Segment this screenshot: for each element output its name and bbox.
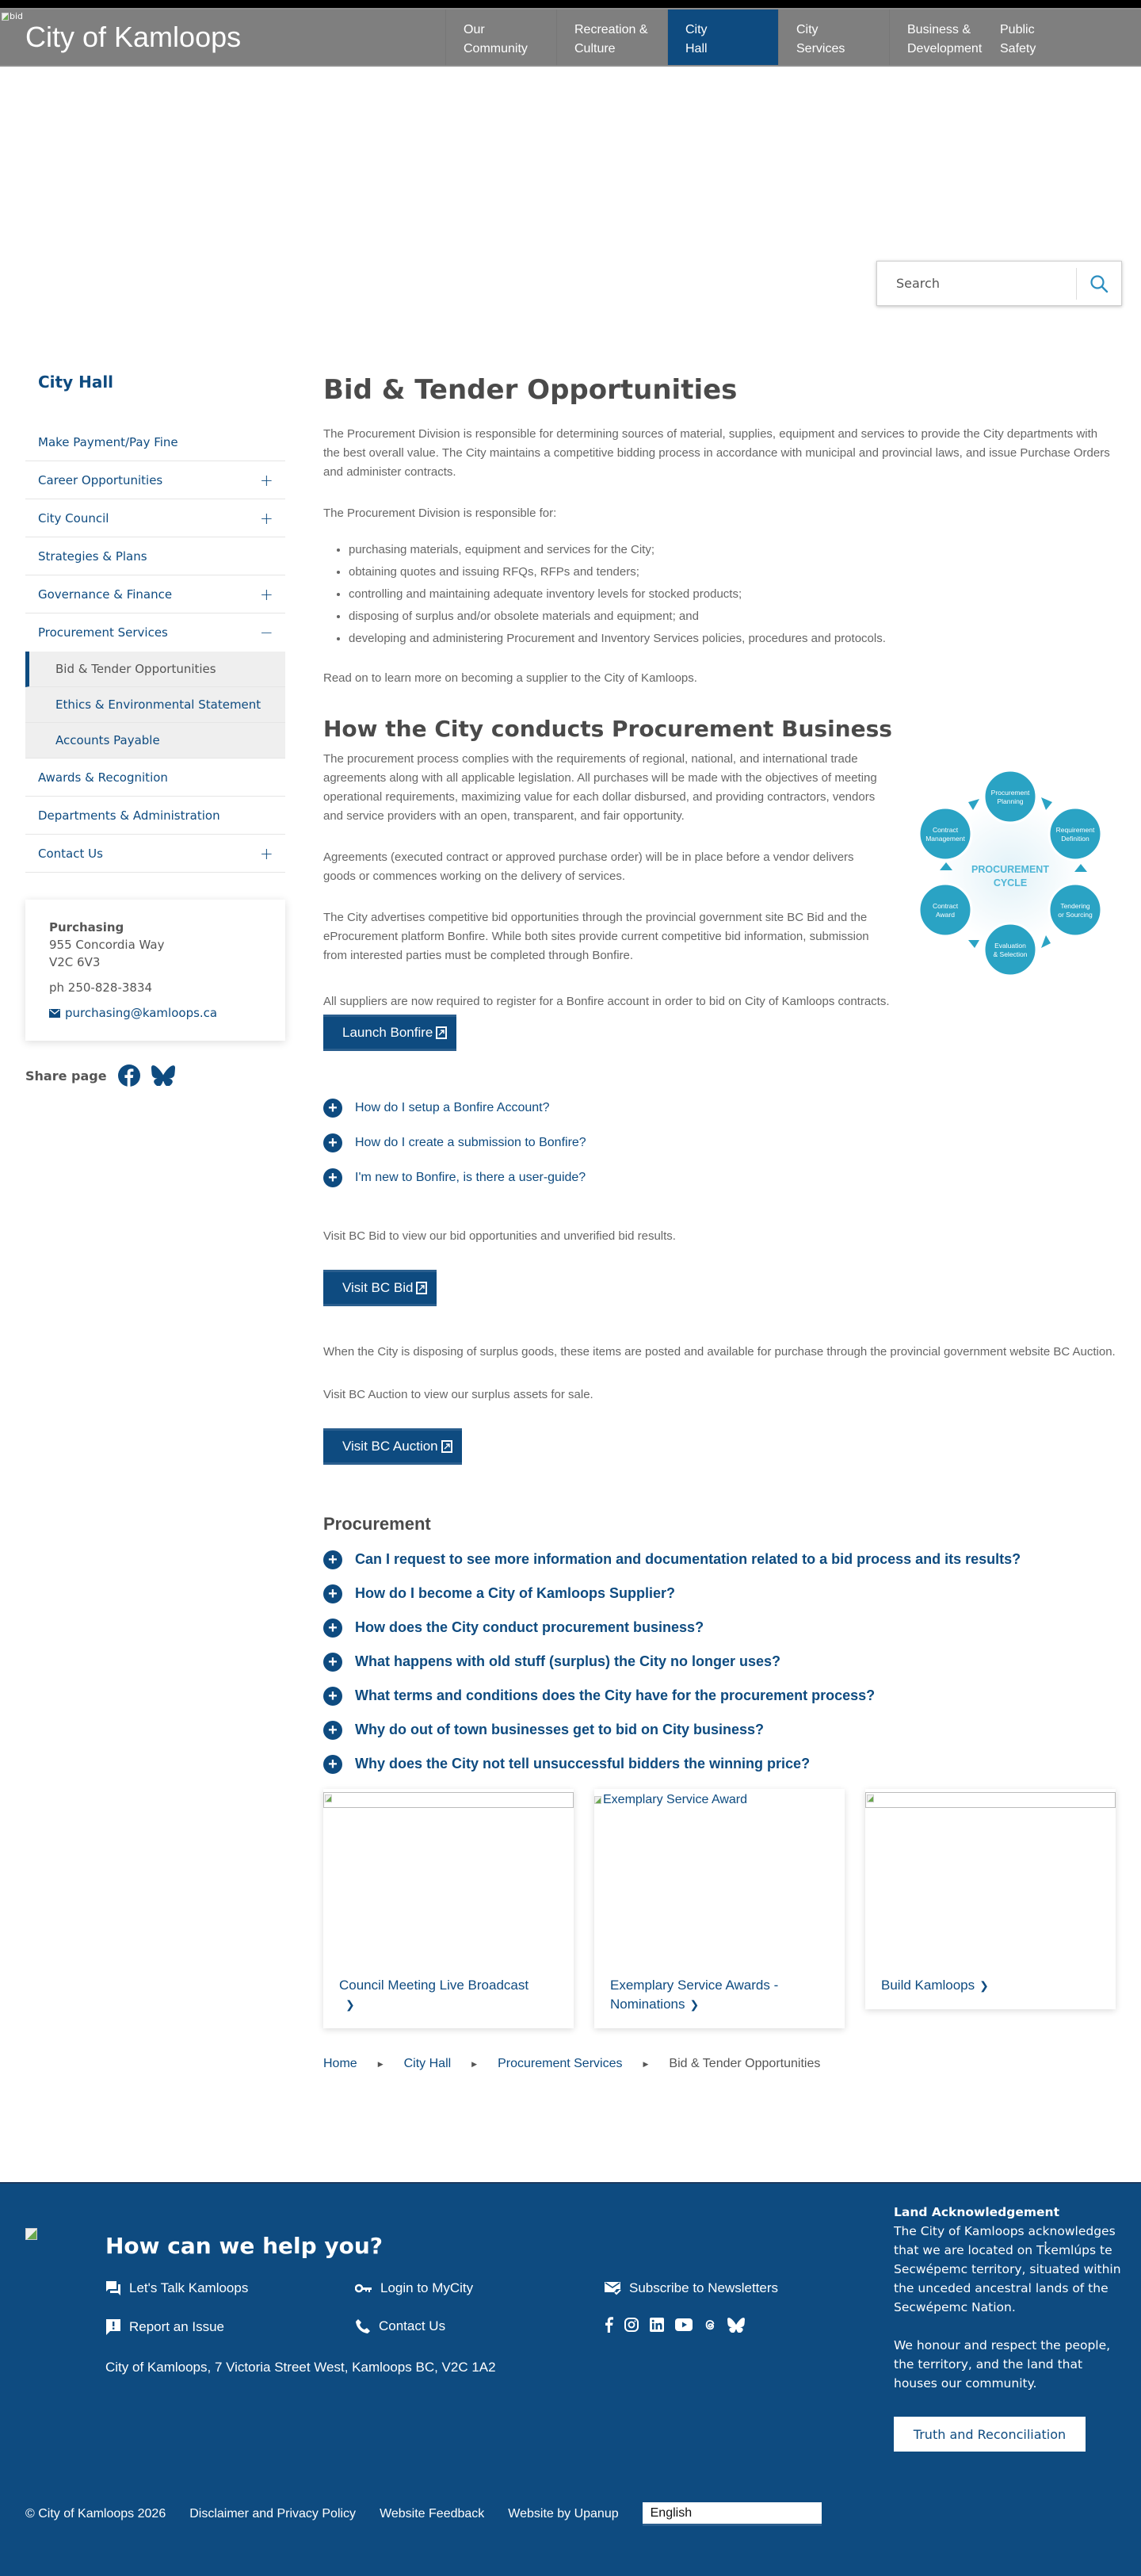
main-content <box>323 373 1116 2071</box>
promo-cards <box>323 1789 1116 2028</box>
footer-link-lets-talk[interactable]: Let's Talk Kamloops <box>105 2280 248 2296</box>
bc-auction-note: Visit BC Auction to view our surplus assets for sale. <box>323 1388 593 1401</box>
broken-header-image: bid <box>2 11 23 21</box>
faq-item-terms[interactable]: + What terms and conditions does the City have for the procurement process? <box>323 1685 1116 1707</box>
search-box <box>876 261 1122 306</box>
svg-text:Evaluation: Evaluation <box>994 942 1026 950</box>
search-icon <box>1089 274 1109 293</box>
caret-right-icon: ▶ <box>471 2059 478 2068</box>
instagram-icon[interactable] <box>624 2318 639 2332</box>
visit-bc-bid-button[interactable]: Visit BC Bid <box>323 1270 437 1306</box>
launch-bonfire-button[interactable]: Launch Bonfire <box>323 1015 456 1051</box>
footer-link-upanup[interactable]: Website by Upanup <box>508 2507 619 2521</box>
expand-plus-icon[interactable]: + <box>260 508 273 528</box>
caret-right-icon: ▶ <box>643 2059 649 2068</box>
process-paragraph-1: The procurement process complies with the requirements of regional, national, and international trade agreements along with all applicable legislation. All purchases will be made with the objectives of meeting operational requirements, maximizing value for each dollar disbursed, and providing contractors, vendors and service providers with an open, transparent, and fair opportunity. <box>323 752 877 823</box>
card-exemplary-service[interactable] <box>594 1789 845 2028</box>
sidebar-menu <box>25 423 285 873</box>
suppliers-note: All suppliers are now required to register for a Bonfire account in order to bid on City of Kamloops contracts. <box>323 995 890 1008</box>
breadcrumb-procurement-services[interactable]: Procurement Services <box>498 2057 623 2070</box>
card-link[interactable]: Council Meeting Live Broadcast ❯ <box>339 1978 529 2011</box>
accordion-item-user-guide[interactable]: + I'm new to Bonfire, is there a user-guide? <box>323 1160 1116 1195</box>
breadcrumb-home[interactable]: Home <box>323 2057 357 2070</box>
procurement-process-section <box>323 743 1116 978</box>
faq-item-winning-price[interactable]: + Why does the City not tell unsuccessful bidders the winning price? <box>323 1753 1116 1775</box>
search-button[interactable] <box>1077 262 1121 305</box>
footer-bottom-row <box>25 2502 822 2526</box>
faq-title: Procurement <box>323 1514 431 1534</box>
sidebar <box>25 373 285 1087</box>
procurement-cycle-diagram <box>905 767 1116 978</box>
sidebar-item-make-payment[interactable]: Make Payment/Pay Fine <box>25 423 285 461</box>
list-item: • disposing of surplus and/or obsolete materials and equipment; and <box>349 606 1116 628</box>
linkedin-icon[interactable] <box>650 2318 664 2332</box>
footer-link-report-issue[interactable]: Report an Issue <box>105 2318 224 2336</box>
expand-plus-icon[interactable]: + <box>260 470 273 490</box>
card-build-kamloops[interactable] <box>865 1789 1116 2009</box>
share-page <box>25 1064 285 1087</box>
sidebar-submenu <box>25 652 285 759</box>
svg-text:CYCLE: CYCLE <box>993 877 1028 889</box>
read-on-paragraph: Read on to learn more on becoming a supplier to the City of Kamloops. <box>323 671 697 685</box>
expand-plus-icon[interactable]: + <box>260 584 273 604</box>
collapse-minus-icon[interactable]: − <box>260 623 273 642</box>
facebook-icon[interactable] <box>118 1064 140 1087</box>
external-link-icon <box>441 1440 452 1453</box>
site-footer <box>0 2182 1141 2576</box>
plus-circle-icon: + <box>323 1099 342 1118</box>
contact-address-line1: 955 Concordia Way <box>49 938 165 952</box>
footer-link-feedback[interactable]: Website Feedback <box>380 2507 485 2521</box>
svg-text:Contract: Contract <box>932 902 959 910</box>
youtube-icon[interactable] <box>675 2318 693 2331</box>
contact-name: Purchasing <box>49 920 124 934</box>
sidebar-item-career-opportunities[interactable]: Career Opportunities + <box>25 461 285 499</box>
plus-circle-icon: + <box>323 1133 342 1152</box>
responsible-for-paragraph: The Procurement Division is responsible for: <box>323 506 557 520</box>
chat-icon <box>105 2280 121 2296</box>
contact-email-link[interactable]: purchasing@kamloops.ca <box>49 1004 261 1022</box>
bluesky-icon[interactable] <box>727 2318 745 2333</box>
faq-item-conduct-business[interactable]: + How does the City conduct procurement business? <box>323 1617 1116 1638</box>
sidebar-title: City Hall <box>38 373 114 392</box>
nav-city-services[interactable]: City Services <box>778 10 889 65</box>
share-label: Share page <box>25 1068 107 1084</box>
external-link-icon <box>436 1026 447 1039</box>
breadcrumb-city-hall[interactable]: City Hall <box>403 2057 452 2070</box>
svg-text:Award: Award <box>936 911 955 919</box>
facebook-icon[interactable] <box>604 2317 613 2333</box>
footer-social-links <box>604 2317 745 2333</box>
card-image <box>865 1792 1116 1808</box>
site-header <box>0 8 1141 67</box>
card-image <box>323 1792 574 1808</box>
broken-image-icon <box>594 1796 601 1804</box>
svg-text:Management: Management <box>925 835 965 843</box>
chevron-right-icon: ❯ <box>689 1998 700 2011</box>
external-link-icon <box>416 1282 427 1294</box>
sidebar-item-city-council[interactable]: City Council + <box>25 499 285 537</box>
svg-text:or Sourcing: or Sourcing <box>1058 911 1093 919</box>
nav-public-safety[interactable]: Public Safety <box>1000 23 1036 55</box>
chevron-right-icon: ❯ <box>979 1979 989 1992</box>
nav-recreation-culture[interactable]: Recreation & Culture <box>556 10 667 65</box>
list-item: • obtaining quotes and issuing RFQs, RFPs and tenders; <box>349 561 1116 583</box>
faq-list <box>323 1549 1116 1775</box>
footer-link-disclaimer[interactable]: Disclaimer and Privacy Policy <box>189 2507 357 2521</box>
land-acknowledgement-text-1: The City of Kamloops acknowledges that we are located on Tk̓emlúps te Secwépemc territory, situated within the unceded ancestral lands of the Secwépemc Nation. <box>894 2224 1121 2314</box>
nav-city-hall[interactable]: City Hall <box>667 10 778 65</box>
broken-image-icon <box>2 13 9 21</box>
svg-text:Tendering: Tendering <box>1060 902 1090 910</box>
contact-phone: ph 250-828-3834 <box>49 980 153 995</box>
broken-image-icon <box>867 1794 874 1802</box>
contact-card <box>25 900 285 1041</box>
language-select[interactable]: English <box>643 2502 822 2526</box>
bluesky-icon[interactable] <box>151 1065 175 1086</box>
intro-paragraph: The Procurement Division is responsible for determining sources of material, supplies, equipment and services to provide the City departments with the best overall value. The City maintains a competitive bidding process in accordance with municipal and provincial laws, and issue Purchase Orders and administer contracts. <box>323 427 1110 479</box>
sidebar-item-contact-us[interactable]: Contact Us + <box>25 835 285 873</box>
key-icon <box>355 2283 372 2294</box>
sidebar-subitem-accounts-payable[interactable]: Accounts Payable <box>25 723 285 759</box>
truth-reconciliation-button[interactable]: Truth and Reconciliation <box>894 2417 1086 2452</box>
land-acknowledgement <box>894 2203 1124 2393</box>
breadcrumb-current: Bid & Tender Opportunities <box>669 2057 821 2070</box>
plus-circle-icon: + <box>323 1653 342 1672</box>
sidebar-item-procurement-services[interactable]: Procurement Services − <box>38 623 273 642</box>
plus-circle-icon: + <box>323 1584 342 1603</box>
report-icon <box>105 2318 121 2336</box>
envelope-icon <box>49 1009 60 1018</box>
contact-address-line2: V2C 6V3 <box>49 955 101 969</box>
card-image: Exemplary Service Award <box>594 1792 845 1808</box>
svg-text:Planning: Planning <box>997 797 1024 805</box>
footer-heading: How can we help you? <box>105 2233 384 2259</box>
list-item: • controlling and maintaining adequate inventory levels for stocked products; <box>349 583 1116 606</box>
footer-address: City of Kamloops, 7 Victoria Street West, Kamloops BC, V2C 1A2 <box>105 2360 496 2375</box>
card-council-broadcast[interactable] <box>323 1789 574 2028</box>
chevron-right-icon: ❯ <box>345 1998 355 2011</box>
land-acknowledgement-title: Land Acknowledgement <box>894 2205 1059 2219</box>
bonfire-accordion <box>323 1091 1116 1195</box>
copyright: © City of Kamloops 2026 <box>25 2507 166 2521</box>
nav-our-community[interactable]: Our Community <box>445 10 556 65</box>
land-acknowledgement-text-2: We honour and respect the people, the territory, and the land that houses our community. <box>894 2338 1111 2391</box>
main-nav <box>445 10 1079 65</box>
card-link[interactable]: Exemplary Service Awards - Nominations ❯ <box>610 1978 779 2012</box>
process-paragraph-3: The City advertises competitive bid opportunities through the provincial government site BC Bid and the eProcurement platform Bonfire. While both sites provide current competitive bid information, submission from interested parties must be completed through Bonfire. <box>323 911 869 962</box>
caret-right-icon: ▶ <box>377 2059 384 2068</box>
page-title: Bid & Tender Opportunities <box>323 374 738 406</box>
search-input[interactable] <box>877 262 1076 305</box>
plus-circle-icon: + <box>323 1168 342 1187</box>
mail-check-icon <box>604 2281 621 2295</box>
plus-circle-icon: + <box>323 1550 342 1569</box>
sidebar-subitem-ethics[interactable]: Ethics & Environmental Statement <box>25 687 285 723</box>
visit-bc-auction-button[interactable]: Visit BC Auction <box>323 1428 462 1465</box>
phone-icon <box>355 2318 371 2334</box>
plus-circle-icon: + <box>323 1619 342 1638</box>
sidebar-item-governance-finance[interactable]: Governance & Finance + <box>25 575 285 613</box>
breadcrumb <box>323 2057 1116 2071</box>
section-title: How the City conducts Procurement Business <box>323 716 892 742</box>
procurement-cycle-graphic <box>905 767 1116 978</box>
list-item: • purchasing materials, equipment and services for the City; <box>349 539 1116 561</box>
faq-item-out-of-town[interactable]: + Why do out of town businesses get to bid on City business? <box>323 1719 1116 1741</box>
footer-logo-broken-image <box>25 2228 37 2240</box>
svg-text:Definition: Definition <box>1061 835 1089 843</box>
svg-text:Requirement: Requirement <box>1055 826 1095 834</box>
footer-link-contact-us[interactable]: Contact Us <box>355 2318 445 2334</box>
faq-item-bid-info[interactable]: + Can I request to see more information and documentation related to a bid process and its results? <box>323 1549 1116 1570</box>
expand-plus-icon[interactable]: + <box>260 843 273 863</box>
process-paragraph-2: Agreements (executed contract or approved purchase order) will be in place before a vendor delivers goods or commences working on the delivery of services. <box>323 850 854 883</box>
accordion-item-create-submission[interactable]: + How do I create a submission to Bonfire? <box>323 1126 1116 1160</box>
sidebar-subitem-bid-tender[interactable]: Bid & Tender Opportunities <box>25 652 285 687</box>
accordion-item-setup-account[interactable]: + How do I setup a Bonfire Account? <box>323 1091 1116 1126</box>
bc-bid-note: Visit BC Bid to view our bid opportunities and unverified bid results. <box>323 1229 676 1243</box>
threads-icon[interactable] <box>704 2318 716 2332</box>
footer-link-login-mycity[interactable]: Login to MyCity <box>355 2280 473 2296</box>
broken-image-icon <box>325 1794 332 1802</box>
faq-item-become-supplier[interactable]: + How do I become a City of Kamloops Supplier? <box>323 1583 1116 1604</box>
plus-circle-icon: + <box>323 1755 342 1774</box>
faq-item-surplus[interactable]: + What happens with old stuff (surplus) the City no longer uses? <box>323 1651 1116 1672</box>
svg-text:& Selection: & Selection <box>993 950 1028 958</box>
sidebar-item-departments[interactable]: Departments & Administration <box>25 797 285 835</box>
svg-text:Contract: Contract <box>932 826 959 834</box>
plus-circle-icon: + <box>323 1721 342 1740</box>
site-title-link[interactable]: City of Kamloops <box>25 21 242 53</box>
svg-text:Procurement: Procurement <box>990 789 1030 797</box>
nav-business-development[interactable]: Business & Development <box>889 10 1000 65</box>
card-link[interactable]: Build Kamloops ❯ <box>881 1978 989 1993</box>
surplus-note: When the City is disposing of surplus goods, these items are posted and available for purchase through the provincial government website BC Auction. <box>323 1345 1116 1359</box>
list-item: • developing and administering Procurement and Inventory Services policies, procedures and protocols. <box>349 628 1116 650</box>
footer-link-subscribe[interactable]: Subscribe to Newsletters <box>604 2280 778 2296</box>
top-black-bar <box>0 0 1141 8</box>
responsibilities-list <box>323 539 1116 650</box>
sidebar-item-strategies-plans[interactable]: Strategies & Plans <box>25 537 285 575</box>
plus-circle-icon: + <box>323 1687 342 1706</box>
sidebar-item-awards[interactable]: Awards & Recognition <box>25 759 285 797</box>
svg-text:PROCUREMENT: PROCUREMENT <box>971 864 1049 875</box>
